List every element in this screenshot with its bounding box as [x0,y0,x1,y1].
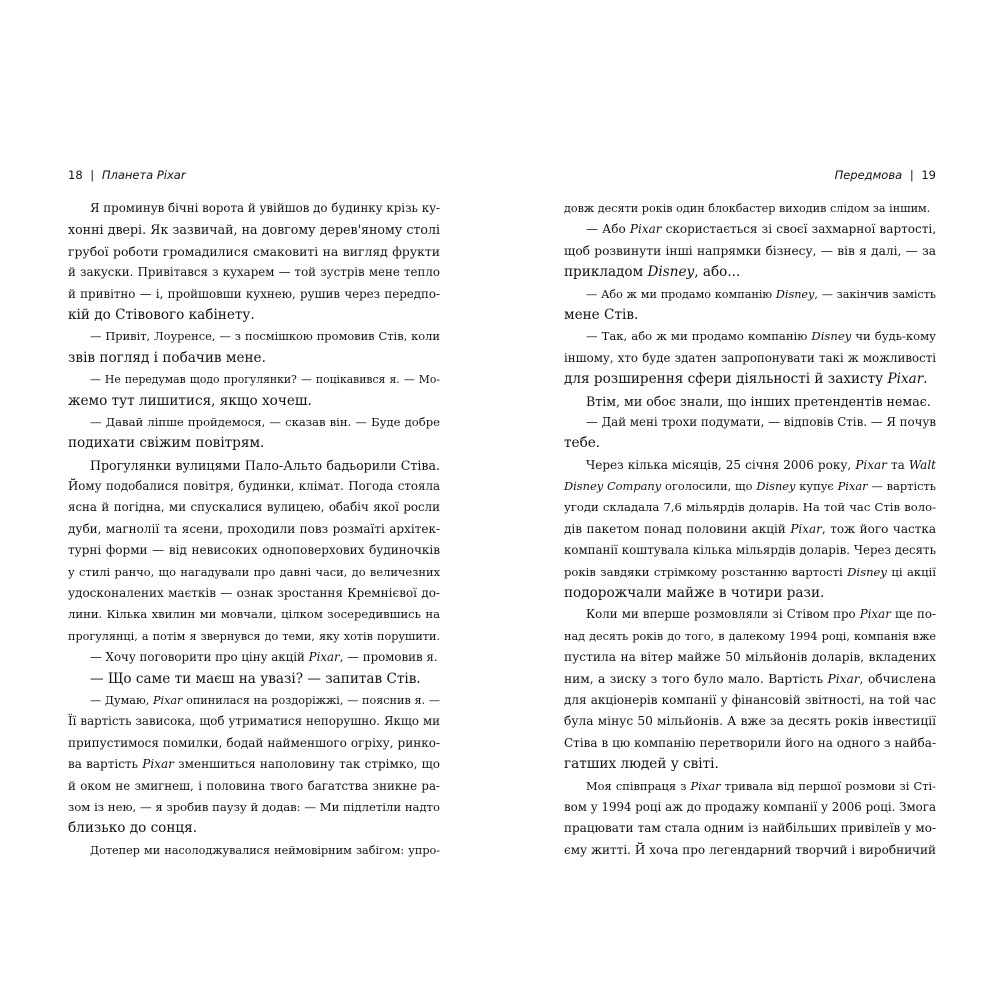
text-line: — Думаю, Pixar опинилася на роздоріжжі, — пояснив я. — [90,693,440,707]
text-line: Я проминув бічні ворота й увійшов до будинку крізь ку- [90,201,440,215]
text-line: подорожчали майже в чотири рази. [564,585,825,602]
text-line: й закуски. Привітався з кухарем — той зустрів мене тепло [68,265,440,280]
text-line: — Хочу поговорити про ціну акцій Pixar, — промовив я. [90,650,438,665]
text-line: звів погляд і побачив мене. [68,349,266,366]
text-line: — Або ж ми продамо компанію Disney, — закінчив замість [586,287,936,301]
text-line: у стилі ранчо, що нагадували про давні часи, до величезних [68,564,440,579]
running-title: Передмова [834,168,903,182]
text-line: років завдяки стрімкому розстанню вартості Disney ці акції [564,564,936,579]
text-line: довж десяти років один блокбастер виходив слідом за іншим. [564,202,931,215]
text-line: зом із нею, — я зробив паузу й додав: — Ми підлетіли надто [68,799,440,814]
text-line: ясна й погідна, ми спускалися вулицею, обабіч якої росли [68,500,440,515]
page-number: 19 [921,168,936,182]
text-line: мене Стів. [564,306,639,323]
text-line: над десять років до того, в далекому 1994 році, компанія вже [564,629,936,643]
text-line: угоди складала 7,6 мільярдів доларів. На той час Стів воло- [564,500,936,515]
text-line: Дотепер ми насолоджувалися неймовірним забігом: упро- [90,843,440,857]
left-page-body [68,198,440,861]
text-line: — Давай ліпше пройдемося, — сказав він. — Буде добре [90,414,440,429]
text-line: щоб розвинути інші напрямки бізнесу, — вів я далі, — за [564,243,936,258]
left-page [68,168,440,861]
right-page [564,168,936,861]
text-line: припустимося помилки, бодай найменшого огріху, ринко- [68,735,440,750]
text-line: хонні двері. Як зазвичай, на довгому дерев'яному столі [68,222,440,238]
text-line: ва вартість Pixar зменшиться наполовину так стрімко, що [68,757,440,772]
text-line: єму житті. Й хоча про легендарний творчий і виробничий [564,842,936,857]
running-title: Планета Pixar [101,168,186,182]
text-line: — Що саме ти маєш на увазі? — запитав Стів. [90,670,421,687]
text-line: — Або Pixar скористається зі своєї захмарної вартості, [586,222,937,237]
text-line: дів пакетом понад половини акцій Pixar, тож його частка [564,521,936,536]
text-line: прогулянці, а потім я звернувся до теми, яку хотів порушити. [68,629,440,643]
text-line: прикладом Disney, або... [564,264,741,281]
text-line: — Привіт, Лоуренсе, — з посмішкою промовив Стів, коли [90,329,440,344]
text-line: лини. Кілька хвилин ми мовчали, цілком зосередившись на [68,607,440,622]
text-line: Втім, ми обоє знали, що інших претендентів немає. [586,393,931,409]
text-line: працювати там стала одним із найбільших привілеїв у мо- [564,821,936,836]
text-line: близько до сонця. [68,820,198,837]
text-line: вом у 1994 році аж до продажу компанії у 2006 році. Змога [564,799,936,814]
text-line: для акціонерів компанії у фінансовій звітності, на той час [564,692,936,707]
text-line: грубої роботи громадилися смаковиті на вигляд фрукти [68,243,440,259]
text-line: гатших людей у світі. [564,756,719,773]
text-line: — Не передумав щодо прогулянки? — поцікавився я. — Мо- [90,373,440,387]
text-line: Стіва в цю компанію перетворили його на одного з найба- [564,735,936,750]
text-line: — Дай мені трохи подумати, — відповів Стів. — Я почув [586,414,936,429]
text-line: турні форми — від невисоких одноповерхових будиночків [68,543,440,558]
text-line: удосконалених маєтків — ознак зростання Кремнієвої до- [68,586,440,601]
text-line: Її вартість зависока, щоб утриматися непорушно. Якщо ми [68,714,440,729]
text-line: Моя співпраця з Pixar тривала від першої розмови зі Сті- [586,778,936,793]
text-line: й привітно — і, пройшовши кухнею, рушив через передпо- [68,286,440,301]
text-line: кій до Стівового кабінету. [68,306,255,323]
text-line: й оком не змигнеш, і половина твого багатства зникне ра- [68,778,440,793]
text-line: жемо тут лишитися, якщо хочеш. [68,392,312,409]
text-line: дуби, магнолії та ясени, проходили повз розмаїті архітек- [68,521,440,536]
text-line: іншому, хто буде здатен запропонувати такі ж можливості [564,350,936,365]
right-page-body [564,198,936,861]
header-separator: | [90,168,95,182]
text-line: — Так, або ж ми продамо компанію Disney чи будь-кому [586,329,936,344]
text-line: для розширення сфери діяльності й захисту Pixar. [564,371,928,388]
text-line: пустила на вітер майже 50 мільйонів доларів, вкладених [564,650,936,665]
text-line: тебе. [564,435,601,452]
text-line: Коли ми вперше розмовляли зі Стівом про Pixar ще по- [586,607,937,622]
text-line: подихати свіжим повітрям. [68,435,265,452]
text-line: Йому подобалися повітря, будинки, клімат. Погода стояла [68,479,440,494]
text-line: була мінус 50 мільйонів. А вже за десять років інвестиції [564,714,936,729]
text-line: Прогулянки вулицями Пало-Альто бадьорили Стіва. [90,457,440,473]
right-page-header [564,168,936,188]
text-line: Disney Company оголосили, що Disney купує Pixar — вартість [564,479,936,494]
text-line: ним, а зиску з того було мало. Вартість Pixar, обчислена [564,671,936,686]
text-line: Через кілька місяців, 25 січня 2006 року, Pixar та Walt [586,457,936,472]
left-page-header [68,168,440,188]
page-number: 18 [68,168,83,182]
text-line: компанії коштувала кілька мільярдів доларів. Через десять [564,543,936,558]
header-separator: | [909,168,914,182]
